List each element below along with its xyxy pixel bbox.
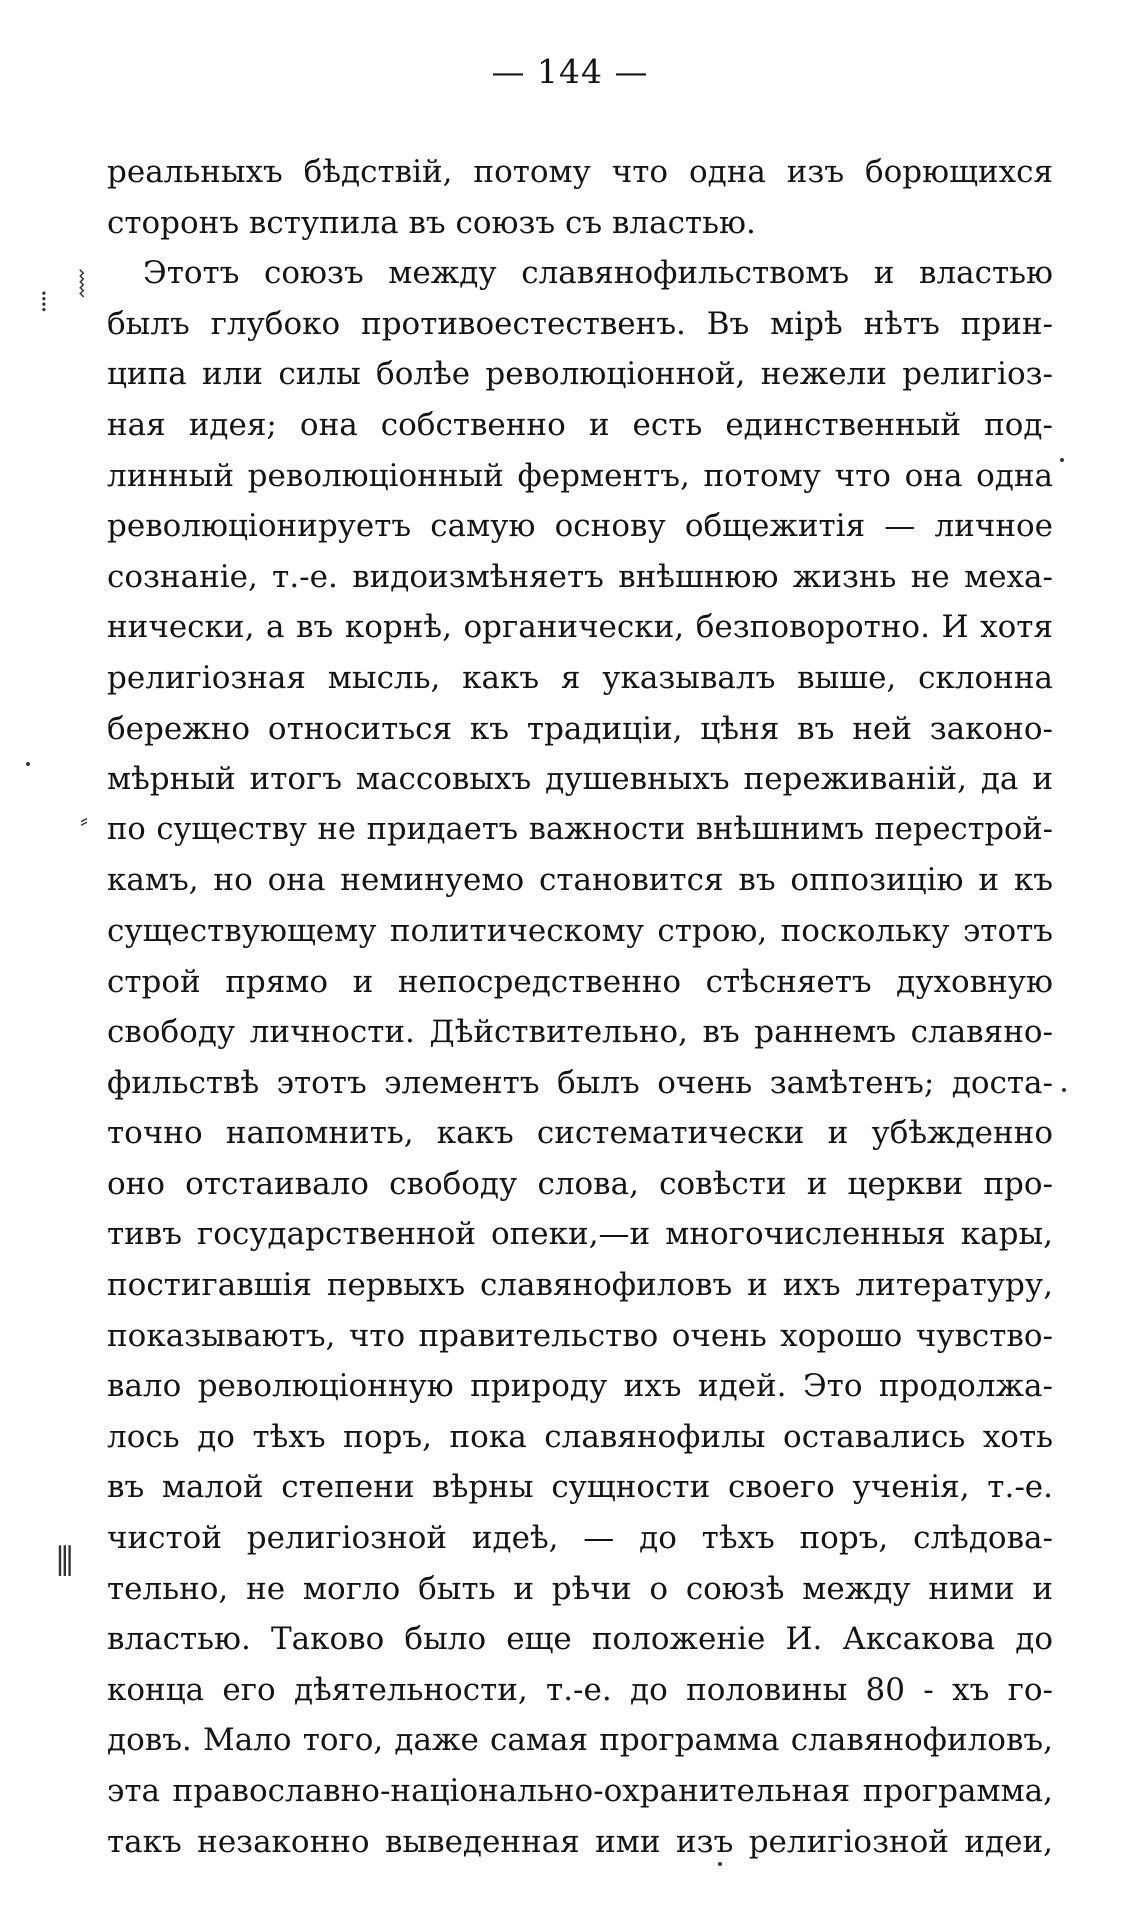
text-line: религіозная мысль, какъ я указывалъ выше, склонна — [107, 659, 1053, 696]
text-line: въ малой степени вѣрны сущности своего ученія, т.-е. — [107, 1469, 1053, 1506]
text-line: такъ незаконно выведенная ими изъ религіозной идеи, — [107, 1823, 1053, 1860]
text-line: бережно относиться къ традиціи, цѣня въ ней законо- — [107, 710, 1053, 747]
text-line: оно отстаивало свободу слова, совѣсти и церкви про- — [107, 1165, 1053, 1202]
text-line: довъ. Мало того, даже самая программа славянофиловъ, — [107, 1722, 1053, 1759]
text-line: вало революціонную природу ихъ идей. Это продолжа- — [107, 1368, 1053, 1405]
text-line: ная идея; она собственно и есть единственный под- — [107, 406, 1053, 443]
paper-speck — [1060, 458, 1064, 462]
text-line: свободу личности. Дѣйствительно, въ раннемъ славяно- — [107, 1014, 1053, 1051]
text-line: эта православно-національно-охранительная программа, — [107, 1773, 1053, 1809]
text-line: былъ глубоко противоестественъ. Въ мірѣ нѣтъ прин- — [107, 305, 1053, 342]
text-line: реальныхъ бѣдствій, потому что одна изъ борющихся — [107, 154, 1053, 190]
text-line: властью. Таково было еще положеніе И. Аксакова до — [107, 1621, 1053, 1658]
text-line: точно напомнить, какъ систематически и убѣжденно — [107, 1115, 1053, 1152]
text-line: Этотъ союзъ между славянофильствомъ и властью — [143, 255, 1053, 292]
text-line: революціонируетъ самую основу общежитія — личное — [107, 508, 1053, 545]
text-line: линный революціонный ферментъ, потому что она одна — [107, 457, 1053, 494]
text-line: лось до тѣхъ поръ, пока славянофилы оставались хоть — [107, 1418, 1053, 1455]
margin-pencil-mark: ⦚ — [78, 265, 86, 306]
text-line: мѣрный итогъ массовыхъ душевныхъ переживаній, да и — [107, 761, 1053, 798]
margin-pencil-mark: ⁞ — [40, 285, 48, 318]
text-line: по существу не придаетъ важности внѣшнимъ перестрой- — [107, 811, 1053, 847]
text-line: тивъ государственной опеки,—и многочисленныя кары, — [107, 1216, 1053, 1253]
margin-pencil-mark: ⸗ — [80, 806, 88, 834]
text-line: постигавшія первыхъ славянофиловъ и ихъ литературу, — [107, 1267, 1053, 1304]
margin-pencil-mark: ⦀ — [56, 1539, 74, 1585]
body-text — [107, 147, 1053, 1867]
text-line: тельно, не могло быть и рѣчи о союзѣ между ними и — [107, 1570, 1053, 1607]
text-line: камъ, но она неминуемо становится въ оппозицію и къ — [107, 862, 1053, 899]
text-line: существующему политическому строю, поскольку этотъ — [107, 912, 1053, 949]
paper-speck — [26, 762, 30, 766]
text-line: сторонъ вступила въ союзъ съ властью. — [107, 204, 756, 241]
paper-speck — [718, 1862, 722, 1866]
text-line: показываютъ, что правительство очень хорошо чувство- — [107, 1317, 1053, 1354]
text-line: ципа или силы болѣе революціонной, нежели религіоз- — [107, 356, 1053, 393]
text-line: фильствѣ этотъ элементъ былъ очень замѣтенъ; доста- — [107, 1064, 1053, 1101]
text-line: нически, а въ корнѣ, органически, безповоротно. И хотя — [107, 609, 1053, 646]
text-line: сознаніе, т.-е. видоизмѣняетъ внѣшнюю жизнь не меха- — [107, 558, 1053, 595]
paper-speck — [1062, 1088, 1066, 1092]
text-line: конца его дѣятельности, т.-е. до половины 80 - хъ го- — [107, 1671, 1053, 1708]
page-number: — 144 — — [491, 52, 649, 91]
text-line: чистой религіозной идеѣ, — до тѣхъ поръ, слѣдова- — [107, 1520, 1053, 1557]
text-line: строй прямо и непосредственно стѣсняетъ духовную — [107, 963, 1053, 1000]
